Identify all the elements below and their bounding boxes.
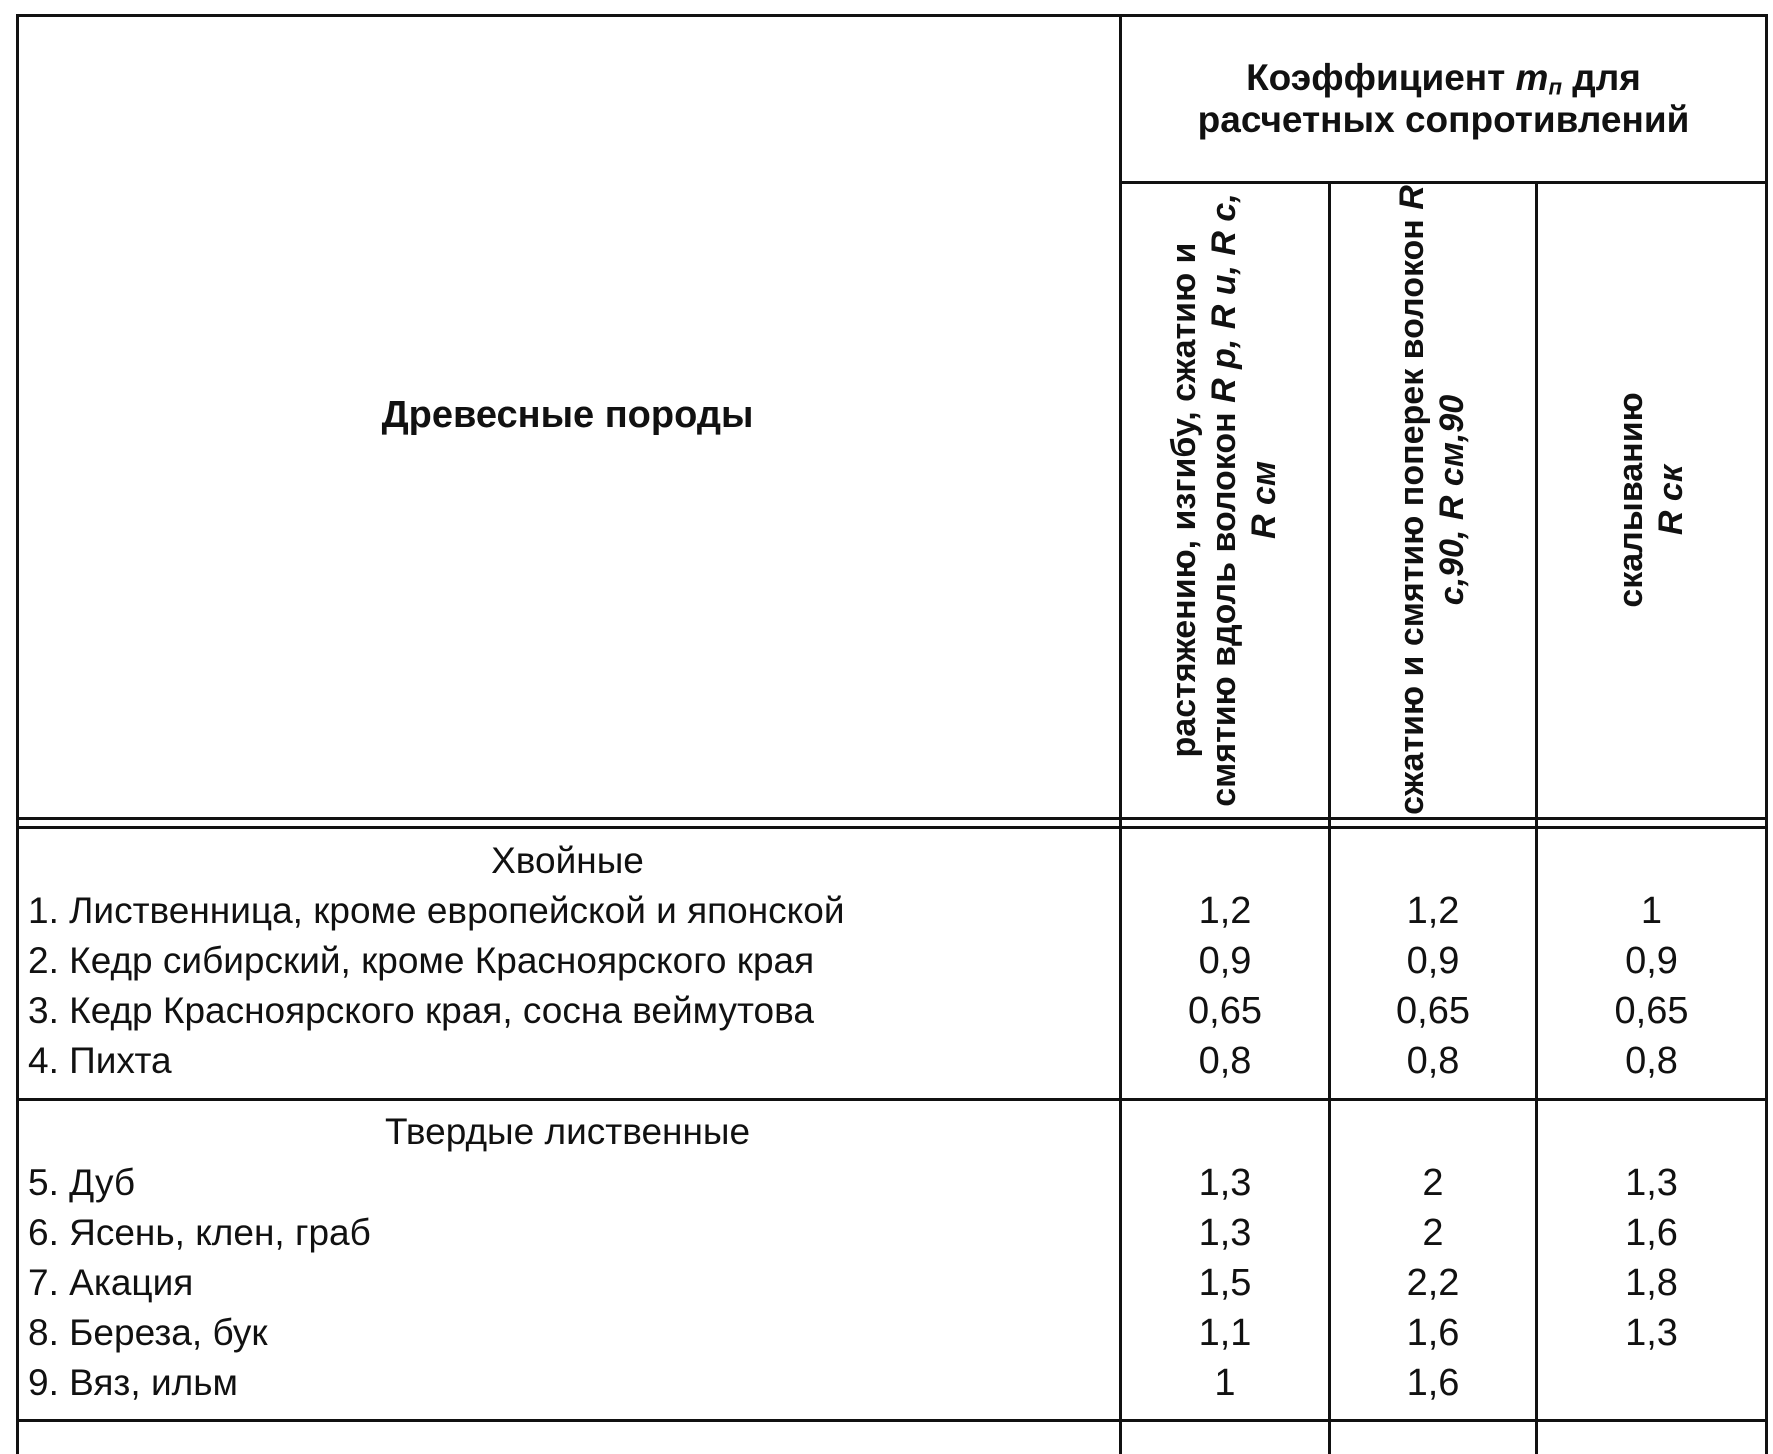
group-title-hardwoods: Твердые лиственные — [384, 1111, 751, 1152]
group-title-conifers: Хвойные — [491, 840, 644, 881]
row-value: 1,6 — [1406, 1362, 1460, 1404]
row-value: 1,2 — [1406, 890, 1460, 932]
coef-title-pre: Коэффициент — [1246, 57, 1506, 98]
row-value: 0,65 — [1396, 990, 1470, 1032]
header-double-line — [16, 826, 1768, 829]
header-species — [16, 14, 1119, 817]
col3-text: скалыванию — [1612, 392, 1650, 608]
col2-symbols: R с,90, R см,90 — [1393, 185, 1471, 606]
row-value: 1 — [1214, 1362, 1236, 1404]
row-value: 0,9 — [1625, 940, 1678, 982]
row-value: 1,5 — [1198, 1262, 1252, 1304]
coef-symbol: m — [1515, 57, 1549, 98]
header-double-line — [16, 817, 1768, 820]
row-value: 1,6 — [1406, 1312, 1460, 1354]
col1-text: растяжению, изгибу, сжатию и смятию вдоль волокон — [1165, 242, 1243, 807]
table-border-right — [1765, 14, 1768, 1454]
col2-text: сжатию и смятию поперек волокон — [1393, 219, 1431, 815]
coef-symbol-sub: п — [1548, 74, 1563, 100]
col1-symbols: R р, R и, R с, R см — [1205, 193, 1283, 540]
row-value: 2,2 — [1406, 1262, 1460, 1304]
header-col-tension — [1124, 185, 1324, 815]
row-name: 4. Пихта — [28, 1040, 172, 1081]
group-divider — [16, 1098, 1768, 1101]
row-value: 2 — [1422, 1212, 1444, 1254]
header-divider — [1119, 181, 1768, 184]
row-name: 8. Береза, бук — [28, 1312, 268, 1353]
row-value: 1 — [1640, 890, 1663, 932]
row-value: 0,65 — [1188, 990, 1262, 1032]
coef-title-post: для расчетных сопротивлений — [1197, 57, 1690, 140]
row-value: 1,3 — [1198, 1212, 1252, 1254]
row-value: 1,8 — [1625, 1262, 1678, 1304]
group-divider — [16, 1419, 1768, 1422]
row-name: 3. Кедр Красноярского края, сосна веймутова — [28, 990, 814, 1031]
row-value: 0,65 — [1614, 990, 1689, 1032]
row-value: 1,3 — [1625, 1162, 1678, 1204]
row-value: 0,8 — [1198, 1040, 1252, 1082]
row-value: 1,2 — [1198, 890, 1252, 932]
row-value: 2 — [1422, 1162, 1444, 1204]
row-value: 0,8 — [1406, 1040, 1460, 1082]
row-value: 1,3 — [1198, 1162, 1252, 1204]
header-species-label: Древесные породы — [381, 394, 754, 436]
row-name: 2. Кедр сибирский, кроме Красноярского края — [28, 940, 815, 981]
row-value: 1,1 — [1198, 1312, 1252, 1354]
header-col-shear — [1551, 185, 1751, 815]
header-col-compression — [1332, 185, 1532, 815]
row-name: 9. Вяз, ильм — [28, 1362, 238, 1403]
coefficient-table — [16, 14, 1768, 1454]
row-value: 0,8 — [1625, 1040, 1678, 1082]
row-name: 7. Акация — [28, 1262, 194, 1303]
row-name: 5. Дуб — [28, 1162, 136, 1203]
row-value: 0,9 — [1406, 940, 1460, 982]
row-value: 0,9 — [1198, 940, 1252, 982]
row-name: 1. Лиственница, кроме европейской и японской — [28, 890, 845, 931]
col3-symbols: R ск — [1652, 464, 1690, 536]
row-value: 1,3 — [1625, 1312, 1678, 1354]
header-coefficient — [1122, 17, 1765, 181]
row-name: 6. Ясень, клен, граб — [28, 1212, 371, 1253]
row-value: 1,6 — [1625, 1212, 1678, 1254]
